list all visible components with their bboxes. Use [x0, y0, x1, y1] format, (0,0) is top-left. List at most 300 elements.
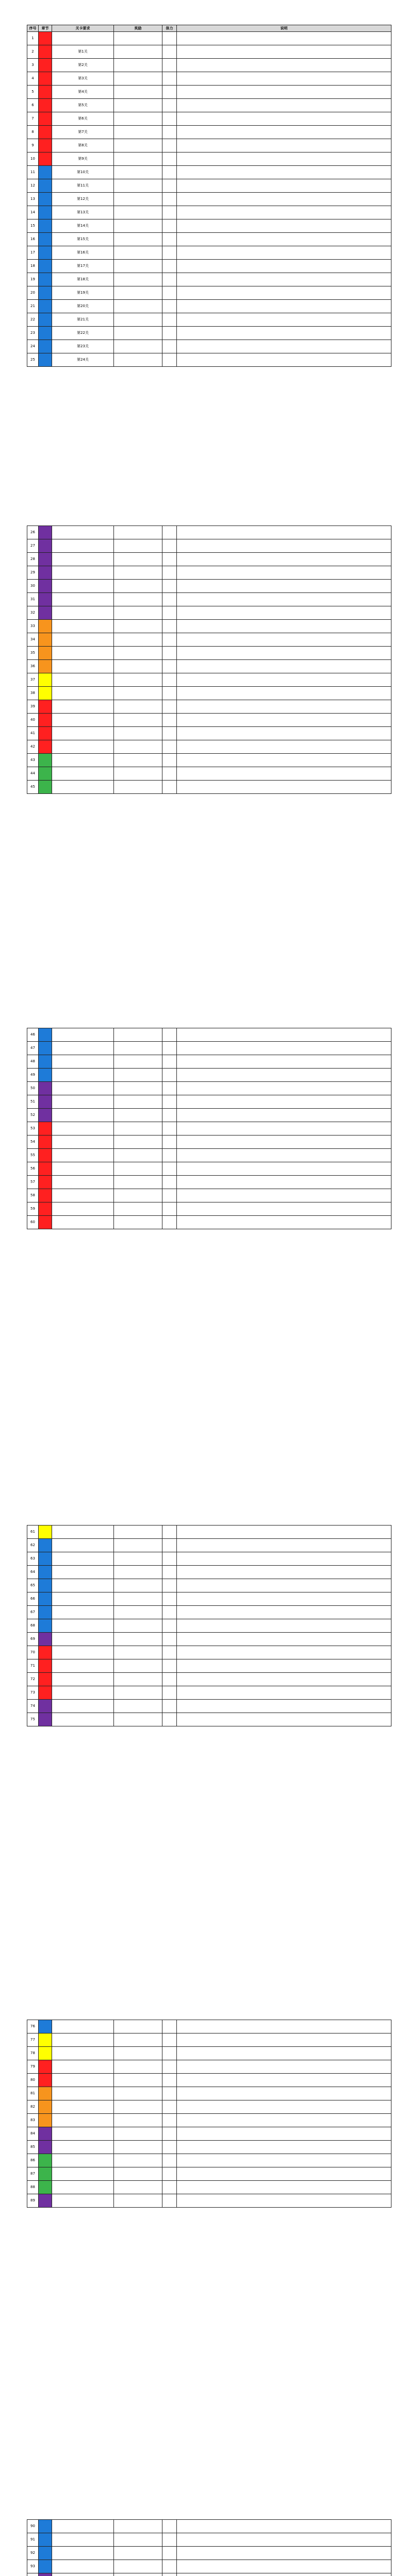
row-number: 2	[27, 45, 39, 59]
chapter-cell	[39, 687, 52, 700]
table-row	[27, 233, 391, 246]
description-cell	[177, 2033, 391, 2047]
stamina-cost	[162, 580, 177, 593]
chapter-cell	[39, 273, 52, 286]
row-number: 41	[27, 727, 39, 740]
chapter-cell	[39, 2114, 52, 2127]
stamina-cost	[162, 1659, 177, 1673]
reward-cell	[114, 2181, 162, 2194]
chapter-cell	[39, 327, 52, 340]
description-cell	[177, 606, 391, 620]
table-row	[27, 620, 391, 633]
reward-cell	[114, 1216, 162, 1229]
table-row	[27, 2154, 391, 2167]
row-number: 69	[27, 1633, 39, 1646]
requirement-cell	[52, 1028, 114, 1042]
row-number: 6	[27, 99, 39, 112]
description-cell	[177, 2167, 391, 2181]
chapter-cell	[39, 1095, 52, 1109]
requirement-cell: 第10关	[52, 166, 114, 179]
reward-cell	[114, 273, 162, 286]
description-cell	[177, 1700, 391, 1713]
reward-cell	[114, 59, 162, 72]
row-number: 31	[27, 593, 39, 606]
description-cell	[177, 2100, 391, 2114]
reward-cell	[114, 2087, 162, 2100]
reward-cell	[114, 1122, 162, 1136]
chapter-cell	[39, 2560, 52, 2573]
table-row	[27, 606, 391, 620]
row-number: 90	[27, 2520, 39, 2533]
stamina-cost	[162, 1109, 177, 1122]
stamina-cost	[162, 2533, 177, 2547]
description-cell	[177, 1202, 391, 1216]
requirement-cell: 第11关	[52, 179, 114, 193]
row-number: 89	[27, 2194, 39, 2208]
reward-cell	[114, 1713, 162, 1726]
row-number: 87	[27, 2167, 39, 2181]
requirement-cell	[52, 1579, 114, 1592]
requirement-cell	[52, 754, 114, 767]
stamina-cost	[162, 86, 177, 99]
stamina-cost	[162, 700, 177, 714]
requirement-cell	[52, 1686, 114, 1700]
requirement-cell: 第19关	[52, 286, 114, 300]
chapter-cell	[39, 1189, 52, 1202]
chapter-cell	[39, 45, 52, 59]
table-row	[27, 1659, 391, 1673]
reward-cell	[114, 260, 162, 273]
reward-cell	[114, 767, 162, 781]
row-number: 19	[27, 273, 39, 286]
row-number: 73	[27, 1686, 39, 1700]
stamina-cost	[162, 727, 177, 740]
row-number: 49	[27, 1069, 39, 1082]
requirement-cell	[52, 1162, 114, 1176]
description-cell	[177, 1189, 391, 1202]
table-row	[27, 99, 391, 112]
stamina-cost	[162, 1566, 177, 1579]
stamina-cost	[162, 606, 177, 620]
row-number: 61	[27, 1526, 39, 1539]
chapter-cell	[39, 2047, 52, 2060]
table-row	[27, 1055, 391, 1069]
table-row	[27, 1566, 391, 1579]
stamina-cost	[162, 45, 177, 59]
table-row	[27, 246, 391, 260]
reward-cell	[114, 1659, 162, 1673]
description-cell	[177, 660, 391, 673]
requirement-cell	[52, 1633, 114, 1646]
reward-cell	[114, 1149, 162, 1162]
table-block	[27, 1028, 391, 1229]
table-row	[27, 260, 391, 273]
row-number: 14	[27, 206, 39, 219]
requirement-cell	[52, 1122, 114, 1136]
reward-cell	[114, 1202, 162, 1216]
stamina-cost	[162, 260, 177, 273]
row-number: 18	[27, 260, 39, 273]
row-number: 46	[27, 1028, 39, 1042]
table-row	[27, 353, 391, 367]
reward-cell	[114, 2127, 162, 2141]
row-number: 93	[27, 2560, 39, 2573]
description-cell	[177, 2141, 391, 2154]
requirement-cell	[52, 1526, 114, 1539]
table-row	[27, 2100, 391, 2114]
description-cell	[177, 633, 391, 647]
stamina-cost	[162, 2100, 177, 2114]
reward-cell	[114, 754, 162, 767]
stamina-cost	[162, 1606, 177, 1619]
description-cell	[177, 673, 391, 687]
description-cell	[177, 2087, 391, 2100]
description-cell	[177, 2533, 391, 2547]
chapter-cell	[39, 2194, 52, 2208]
description-cell	[177, 526, 391, 539]
table-row	[27, 1646, 391, 1659]
row-number: 70	[27, 1646, 39, 1659]
table-row	[27, 206, 391, 219]
stamina-cost	[162, 219, 177, 233]
table-row	[27, 2033, 391, 2047]
row-number: 15	[27, 219, 39, 233]
stamina-cost	[162, 112, 177, 126]
stamina-cost	[162, 553, 177, 566]
chapter-cell	[39, 1042, 52, 1055]
table-row	[27, 152, 391, 166]
column-header-cost: 体力	[162, 25, 177, 32]
row-number: 33	[27, 620, 39, 633]
chapter-cell	[39, 754, 52, 767]
table-row	[27, 1202, 391, 1216]
row-number: 23	[27, 327, 39, 340]
reward-cell	[114, 660, 162, 673]
reward-cell	[114, 2520, 162, 2533]
stamina-cost	[162, 1162, 177, 1176]
requirement-cell	[52, 1176, 114, 1189]
chapter-cell	[39, 647, 52, 660]
description-cell	[177, 126, 391, 139]
chapter-cell	[39, 300, 52, 313]
level-table	[27, 2020, 391, 2208]
row-number: 47	[27, 1042, 39, 1055]
table-row	[27, 687, 391, 700]
description-cell	[177, 1673, 391, 1686]
description-cell	[177, 1713, 391, 1726]
stamina-cost	[162, 1673, 177, 1686]
table-row	[27, 86, 391, 99]
requirement-cell: 第6关	[52, 112, 114, 126]
stamina-cost	[162, 2087, 177, 2100]
description-cell	[177, 2573, 391, 2576]
reward-cell	[114, 566, 162, 580]
reward-cell	[114, 2167, 162, 2181]
reward-cell	[114, 2060, 162, 2074]
table-row	[27, 2127, 391, 2141]
level-table	[27, 25, 391, 367]
level-table	[27, 2519, 391, 2576]
reward-cell	[114, 673, 162, 687]
chapter-cell	[39, 1592, 52, 1606]
stamina-cost	[162, 1579, 177, 1592]
row-number: 76	[27, 2020, 39, 2033]
table-row	[27, 2573, 391, 2576]
requirement-cell	[52, 553, 114, 566]
table-row	[27, 1606, 391, 1619]
description-cell	[177, 1619, 391, 1633]
description-cell	[177, 1659, 391, 1673]
description-cell	[177, 620, 391, 633]
description-cell	[177, 2560, 391, 2573]
table-row	[27, 219, 391, 233]
row-number: 81	[27, 2087, 39, 2100]
table-row	[27, 340, 391, 353]
requirement-cell	[52, 2060, 114, 2074]
stamina-cost	[162, 1176, 177, 1189]
chapter-cell	[39, 2033, 52, 2047]
requirement-cell	[52, 2573, 114, 2576]
row-number: 50	[27, 1082, 39, 1095]
description-cell	[177, 353, 391, 367]
row-number: 78	[27, 2047, 39, 2060]
stamina-cost	[162, 99, 177, 112]
description-cell	[177, 246, 391, 260]
requirement-cell	[52, 1042, 114, 1055]
table-row	[27, 526, 391, 539]
requirement-cell	[52, 633, 114, 647]
stamina-cost	[162, 1136, 177, 1149]
table-row	[27, 700, 391, 714]
reward-cell	[114, 2047, 162, 2060]
reward-cell	[114, 1136, 162, 1149]
table-row	[27, 2167, 391, 2181]
description-cell	[177, 1136, 391, 1149]
table-row	[27, 59, 391, 72]
reward-cell	[114, 727, 162, 740]
chapter-cell	[39, 1633, 52, 1646]
reward-cell	[114, 2547, 162, 2560]
reward-cell	[114, 2020, 162, 2033]
row-number: 32	[27, 606, 39, 620]
stamina-cost	[162, 687, 177, 700]
stamina-cost	[162, 353, 177, 367]
reward-cell	[114, 1633, 162, 1646]
table-row	[27, 139, 391, 152]
requirement-cell	[52, 2020, 114, 2033]
stamina-cost	[162, 2167, 177, 2181]
reward-cell	[114, 99, 162, 112]
requirement-cell	[52, 1539, 114, 1552]
chapter-cell	[39, 566, 52, 580]
description-cell	[177, 1646, 391, 1659]
requirement-cell	[52, 1069, 114, 1082]
row-number: 20	[27, 286, 39, 300]
table-row	[27, 1042, 391, 1055]
description-cell	[177, 112, 391, 126]
table-row	[27, 1700, 391, 1713]
row-number: 21	[27, 300, 39, 313]
requirement-cell	[52, 1619, 114, 1633]
stamina-cost	[162, 139, 177, 152]
description-cell	[177, 539, 391, 553]
requirement-cell	[52, 1095, 114, 1109]
stamina-cost	[162, 767, 177, 781]
reward-cell	[114, 32, 162, 45]
row-number: 65	[27, 1579, 39, 1592]
row-number: 3	[27, 59, 39, 72]
stamina-cost	[162, 193, 177, 206]
row-number: 7	[27, 112, 39, 126]
description-cell	[177, 45, 391, 59]
reward-cell	[114, 2573, 162, 2576]
stamina-cost	[162, 2154, 177, 2167]
stamina-cost	[162, 2560, 177, 2573]
row-number: 91	[27, 2533, 39, 2547]
reward-cell	[114, 139, 162, 152]
reward-cell	[114, 1539, 162, 1552]
chapter-cell	[39, 126, 52, 139]
row-number: 51	[27, 1095, 39, 1109]
chapter-cell	[39, 193, 52, 206]
table-row	[27, 673, 391, 687]
chapter-cell	[39, 1552, 52, 1566]
table-row	[27, 740, 391, 754]
description-cell	[177, 700, 391, 714]
table-row	[27, 179, 391, 193]
column-header-reward: 奖励	[114, 25, 162, 32]
stamina-cost	[162, 1633, 177, 1646]
stamina-cost	[162, 300, 177, 313]
description-cell	[177, 1216, 391, 1229]
requirement-cell	[52, 2100, 114, 2114]
stamina-cost	[162, 1202, 177, 1216]
table-row	[27, 2194, 391, 2208]
chapter-cell	[39, 1149, 52, 1162]
reward-cell	[114, 539, 162, 553]
chapter-cell	[39, 1028, 52, 1042]
description-cell	[177, 99, 391, 112]
requirement-cell: 第23关	[52, 340, 114, 353]
description-cell	[177, 219, 391, 233]
row-number: 71	[27, 1659, 39, 1673]
chapter-cell	[39, 727, 52, 740]
reward-cell	[114, 2074, 162, 2087]
stamina-cost	[162, 72, 177, 86]
reward-cell	[114, 112, 162, 126]
table-row	[27, 2560, 391, 2573]
description-cell	[177, 327, 391, 340]
row-number: 4	[27, 72, 39, 86]
description-cell	[177, 340, 391, 353]
requirement-cell	[52, 2047, 114, 2060]
reward-cell	[114, 1095, 162, 1109]
reward-cell	[114, 1162, 162, 1176]
description-cell	[177, 593, 391, 606]
description-cell	[177, 260, 391, 273]
row-number: 53	[27, 1122, 39, 1136]
table-row	[27, 2141, 391, 2154]
stamina-cost	[162, 2181, 177, 2194]
stamina-cost	[162, 2033, 177, 2047]
requirement-cell	[52, 1552, 114, 1566]
table-row	[27, 2047, 391, 2060]
chapter-cell	[39, 593, 52, 606]
reward-cell	[114, 286, 162, 300]
requirement-cell	[52, 1055, 114, 1069]
stamina-cost	[162, 714, 177, 727]
reward-cell	[114, 72, 162, 86]
chapter-cell	[39, 1109, 52, 1122]
requirement-cell: 第14关	[52, 219, 114, 233]
row-number: 66	[27, 1592, 39, 1606]
table-row	[27, 2520, 391, 2533]
row-number: 77	[27, 2033, 39, 2047]
stamina-cost	[162, 2060, 177, 2074]
chapter-cell	[39, 1566, 52, 1579]
table-row	[27, 2181, 391, 2194]
reward-cell	[114, 687, 162, 700]
row-number: 44	[27, 767, 39, 781]
row-number: 34	[27, 633, 39, 647]
column-header-req: 关卡要求	[52, 25, 114, 32]
stamina-cost	[162, 673, 177, 687]
description-cell	[177, 1082, 391, 1095]
chapter-cell	[39, 580, 52, 593]
table-block	[27, 2519, 391, 2576]
row-number: 58	[27, 1189, 39, 1202]
reward-cell	[114, 246, 162, 260]
description-cell	[177, 233, 391, 246]
requirement-cell	[52, 1149, 114, 1162]
reward-cell	[114, 1700, 162, 1713]
chapter-cell	[39, 1659, 52, 1673]
description-cell	[177, 1686, 391, 1700]
chapter-cell	[39, 1713, 52, 1726]
chapter-cell	[39, 1673, 52, 1686]
row-number: 24	[27, 340, 39, 353]
table-row	[27, 286, 391, 300]
table-row	[27, 1592, 391, 1606]
row-number: 88	[27, 2181, 39, 2194]
table-row	[27, 593, 391, 606]
chapter-cell	[39, 1606, 52, 1619]
reward-cell	[114, 152, 162, 166]
chapter-cell	[39, 353, 52, 367]
requirement-cell	[52, 593, 114, 606]
chapter-cell	[39, 1122, 52, 1136]
table-row	[27, 1082, 391, 1095]
stamina-cost	[162, 781, 177, 794]
chapter-cell	[39, 700, 52, 714]
chapter-cell	[39, 620, 52, 633]
table-row	[27, 300, 391, 313]
stamina-cost	[162, 327, 177, 340]
table-row	[27, 1673, 391, 1686]
description-cell	[177, 2181, 391, 2194]
requirement-cell	[52, 1189, 114, 1202]
level-table	[27, 1028, 391, 1229]
reward-cell	[114, 2560, 162, 2573]
reward-cell	[114, 700, 162, 714]
row-number: 39	[27, 700, 39, 714]
description-cell	[177, 193, 391, 206]
chapter-cell	[39, 1055, 52, 1069]
chapter-cell	[39, 539, 52, 553]
row-number: 60	[27, 1216, 39, 1229]
reward-cell	[114, 2033, 162, 2047]
chapter-cell	[39, 2127, 52, 2141]
